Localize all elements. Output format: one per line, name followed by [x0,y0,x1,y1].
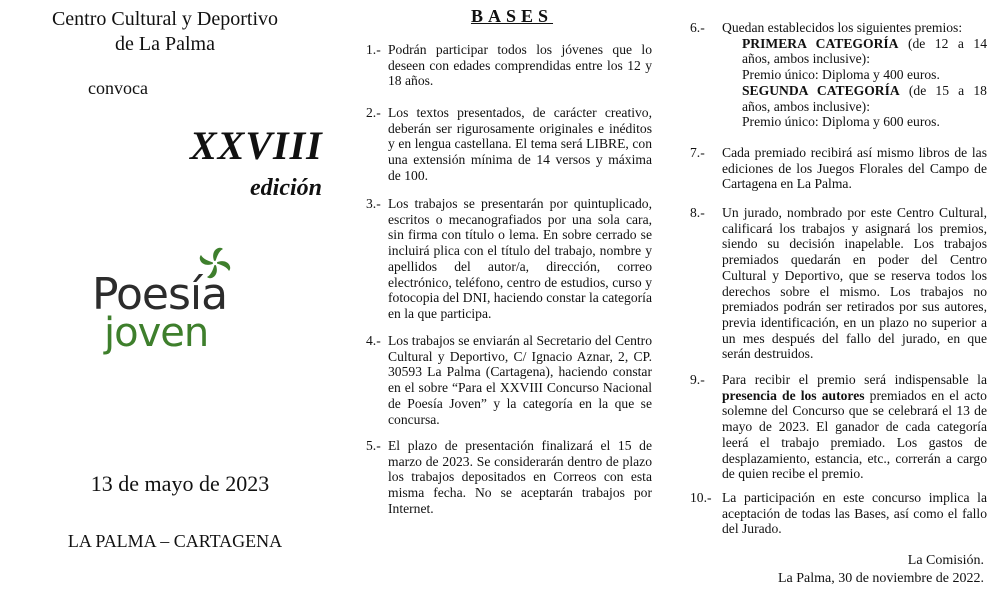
prizes-panel [690,0,992,606]
signature-line1: La Comisión. [907,553,984,568]
base-number: 9.- [690,372,705,387]
convoca-label: convoca [88,78,148,98]
event-date: 13 de mayo de 2023 [90,471,270,496]
prizes-intro: Quedan establecidos los siguientes premios: [722,20,963,35]
base-text: Podrán participar todos los jóvenes que lo deseen con edades comprendidas entre los 12 y 18 años. [388,42,652,89]
base-number: 3.- [366,196,381,211]
organization-name-line1: Centro Cultural y Deportivo [51,8,279,30]
base-number: 2.- [366,105,381,120]
edition-number: XXVIII [190,123,323,168]
base-number: 7.- [690,145,705,160]
base-number: 1.- [366,42,381,57]
signature [778,552,984,588]
base-item-5 [356,438,652,517]
base-item-4 [356,333,652,427]
base-text: Un jurado, nombrado por este Centro Cultural, calificará los trabajos y asignará los premios, siendo su decisión inapelable. Los trabajos premiados quedarán en poder del Centro Cultural y Deportivo, que se reserva todos los derechos sobre el mismo. Los trabajos no premiados podrán ser retirados por sus autores, previa identificación, en un plazo no superior a un mes después del fallo del jurado, en que serán destruidos. [722,205,987,362]
base-text [722,372,987,482]
cover-panel [0,0,340,606]
base-item-9 [690,372,987,482]
signature-line2: La Palma, 30 de noviembre de 2022. [777,571,984,586]
poesia-joven-logo [92,243,267,363]
base-number: 4.- [366,333,381,348]
organization-name-line2: de La Palma [115,33,215,55]
category-1-range: (de 12 a 14 años, ambos inclusive): [742,35,987,67]
event-place: LA PALMA – CARTAGENA [67,531,283,551]
base-number: 10.- [690,490,712,505]
bases-title: BASES [470,6,554,26]
base-item-1 [356,42,652,89]
base-item-3 [356,196,652,322]
base-text-bold: presencia de los autores [722,387,865,403]
bases-panel [356,0,668,606]
logo-word-poesia: Poesía [92,269,228,320]
category-1-prize: Premio único: Diploma y 400 euros. [742,67,940,83]
base-number: 5.- [366,438,381,453]
base-item-2 [356,105,652,184]
base-item-7 [690,145,987,192]
base-item-10 [690,490,987,537]
base-text: Los trabajos se enviarán al Secretario del Centro Cultural y Deportivo, C/ Ignacio Aznar, 2, CP. 30593 La Palma (Cartagena), haciendo constar en el sobre “Para el XXVIII Concurso Nacional de Poesía Joven” y la categoría en la que se concursa. [388,333,652,427]
category-2 [722,83,987,114]
base-item-8 [690,205,987,362]
base-number: 8.- [690,205,705,220]
category-1-name: PRIMERA CATEGORÍA [742,35,899,51]
base-number: 6.- [690,20,705,35]
category-2-name: SEGUNDA CATEGORÍA [742,82,900,98]
base-text-part: Para recibir el premio será indispensable la [722,372,987,387]
prizes-block [722,20,987,130]
logo-word-joven: joven [104,310,209,356]
category-1 [722,36,987,67]
base-text: La participación en este concurso implica la aceptación de todas las Bases, así como el fallo del Jurado. [722,490,987,537]
base-text: El plazo de presentación finalizará el 15 de marzo de 2023. Se considerarán dentro de plazo los trabajos depositados en Correos con esta misma fecha. No se aceptarán trabajos por Internet. [388,438,652,516]
base-text-part: premiados en el acto solemne del Concurso que se celebrará el 13 de mayo de 2023. El ganador de cada categoría leerá el trabajo premiado. Los gastos de desplazamiento, estancia, etc., correrán a cargo de quien recibe el premio. [722,387,987,482]
base-item-6 [690,20,987,130]
edition-label: edición [250,175,322,201]
category-2-range: (de 15 a 18 años, ambos inclusive): [742,82,987,114]
category-2-prize: Premio único: Diploma y 600 euros. [742,114,940,130]
base-text: Cada premiado recibirá así mismo libros de las ediciones de los Juegos Florales del Campo de Cartagena en La Palma. [722,145,987,192]
base-text: Los textos presentados, de carácter creativo, deberán ser rigurosamente originales e inéditos y en lengua castellana. El tema será LIBRE, con una extensión mínima de 14 versos y máxima de 100. [388,105,652,183]
base-text: Los trabajos se presentarán por quintuplicado, escritos o mecanografiados por una sola cara, sin firma con título o lema. En sobre cerrado se incluirá plica con el título del trabajo, nombre y apellidos del autor/a, dirección, correo electrónico, teléfono, centro de estudios, curso y fotocopia del DNI, haciendo constar la categoría en la que participa. [388,196,652,321]
